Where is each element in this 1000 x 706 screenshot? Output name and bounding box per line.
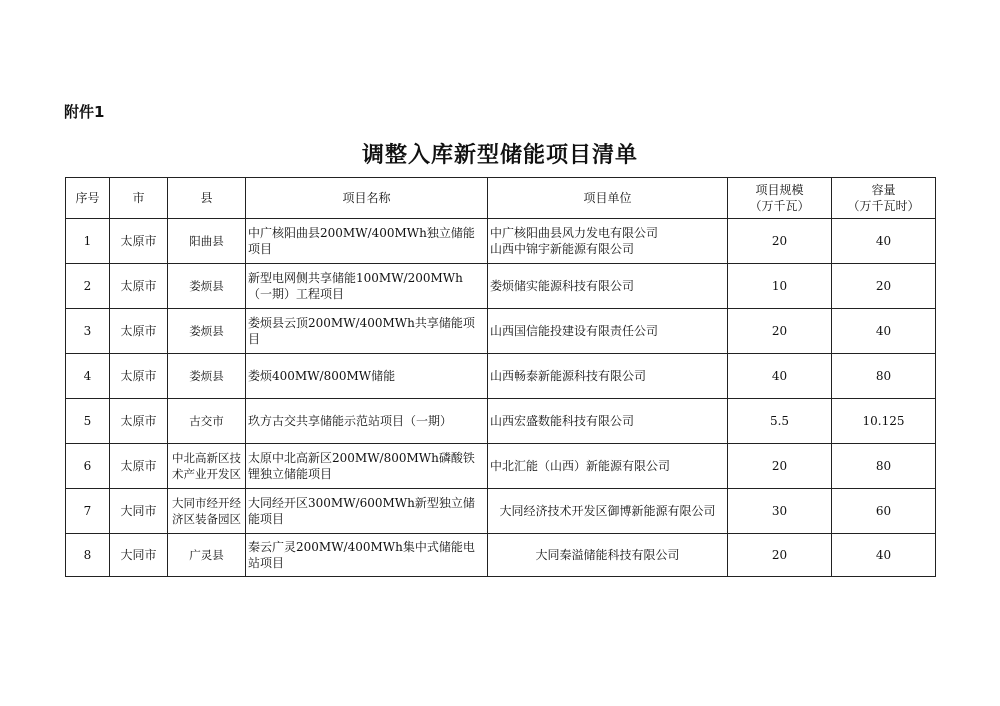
cell-capacity: 40 <box>832 219 936 264</box>
cell-scale: 20 <box>728 534 832 577</box>
attachment-label: 附件1 <box>64 103 105 121</box>
project-list-table <box>65 177 936 577</box>
cell-scale: 10 <box>728 264 832 309</box>
cell-county: 中北高新区技术产业开发区 <box>168 444 246 489</box>
table-row <box>66 264 936 309</box>
cell-county: 娄烦县 <box>168 354 246 399</box>
cell-project-name: 秦云广灵200MW/400MWh集中式储能电站项目 <box>246 534 488 577</box>
cell-city: 大同市 <box>110 534 168 577</box>
table-row <box>66 444 936 489</box>
cell-project-unit: 山西畅泰新能源科技有限公司 <box>488 354 728 399</box>
cell-project-unit: 大同经济技术开发区御博新能源有限公司 <box>488 489 728 534</box>
cell-capacity: 40 <box>832 534 936 577</box>
cell-city: 太原市 <box>110 264 168 309</box>
cell-no: 3 <box>66 309 110 354</box>
cell-capacity: 10.125 <box>832 399 936 444</box>
cell-city: 大同市 <box>110 489 168 534</box>
cell-city: 太原市 <box>110 219 168 264</box>
cell-scale: 30 <box>728 489 832 534</box>
cell-county: 娄烦县 <box>168 264 246 309</box>
cell-project-name: 大同经开区300MW/600MWh新型独立储能项目 <box>246 489 488 534</box>
cell-capacity: 60 <box>832 489 936 534</box>
cell-project-name: 新型电网侧共享储能100MW/200MWh（一期）工程项目 <box>246 264 488 309</box>
table-row <box>66 219 936 264</box>
cell-scale: 5.5 <box>728 399 832 444</box>
cell-project-name: 娄烦县云顶200MW/400MWh共享储能项目 <box>246 309 488 354</box>
cell-city: 太原市 <box>110 399 168 444</box>
cell-no: 8 <box>66 534 110 577</box>
cell-no: 2 <box>66 264 110 309</box>
cell-no: 4 <box>66 354 110 399</box>
header-project-name: 项目名称 <box>246 178 488 219</box>
cell-no: 7 <box>66 489 110 534</box>
table-row <box>66 399 936 444</box>
cell-city: 太原市 <box>110 444 168 489</box>
header-county: 县 <box>168 178 246 219</box>
cell-county: 古交市 <box>168 399 246 444</box>
cell-no: 1 <box>66 219 110 264</box>
cell-project-unit: 山西国信能投建设有限责任公司 <box>488 309 728 354</box>
header-capacity: 容量 （万千瓦时） <box>832 178 936 219</box>
cell-project-name: 娄烦400MW/800MW储能 <box>246 354 488 399</box>
cell-project-name: 太原中北高新区200MW/800MWh磷酸铁锂独立储能项目 <box>246 444 488 489</box>
cell-project-unit: 山西宏盛数能科技有限公司 <box>488 399 728 444</box>
table-header-row <box>66 178 936 219</box>
cell-scale: 20 <box>728 309 832 354</box>
cell-scale: 20 <box>728 444 832 489</box>
cell-county: 阳曲县 <box>168 219 246 264</box>
cell-project-name: 中广核阳曲县200MW/400MWh独立储能项目 <box>246 219 488 264</box>
header-scale: 项目规模 （万千瓦） <box>728 178 832 219</box>
header-city: 市 <box>110 178 168 219</box>
cell-city: 太原市 <box>110 309 168 354</box>
table-row <box>66 534 936 577</box>
cell-capacity: 80 <box>832 444 936 489</box>
cell-project-name: 玖方古交共享储能示范站项目（一期） <box>246 399 488 444</box>
cell-county: 娄烦县 <box>168 309 246 354</box>
cell-city: 太原市 <box>110 354 168 399</box>
cell-project-unit: 中北汇能（山西）新能源有限公司 <box>488 444 728 489</box>
cell-no: 6 <box>66 444 110 489</box>
cell-project-unit: 中广核阳曲县风力发电有限公司 山西中锦宇新能源有限公司 <box>488 219 728 264</box>
cell-county: 大同市经开经济区装备园区 <box>168 489 246 534</box>
cell-project-unit: 大同秦溢储能科技有限公司 <box>488 534 728 577</box>
document-title: 调整入库新型储能项目清单 <box>361 142 638 168</box>
table-row <box>66 489 936 534</box>
header-project-unit: 项目单位 <box>488 178 728 219</box>
cell-project-unit: 娄烦储实能源科技有限公司 <box>488 264 728 309</box>
header-no: 序号 <box>66 178 110 219</box>
cell-capacity: 80 <box>832 354 936 399</box>
cell-scale: 40 <box>728 354 832 399</box>
table-row <box>66 309 936 354</box>
cell-capacity: 20 <box>832 264 936 309</box>
cell-capacity: 40 <box>832 309 936 354</box>
cell-scale: 20 <box>728 219 832 264</box>
cell-county: 广灵县 <box>168 534 246 577</box>
cell-no: 5 <box>66 399 110 444</box>
table-row <box>66 354 936 399</box>
